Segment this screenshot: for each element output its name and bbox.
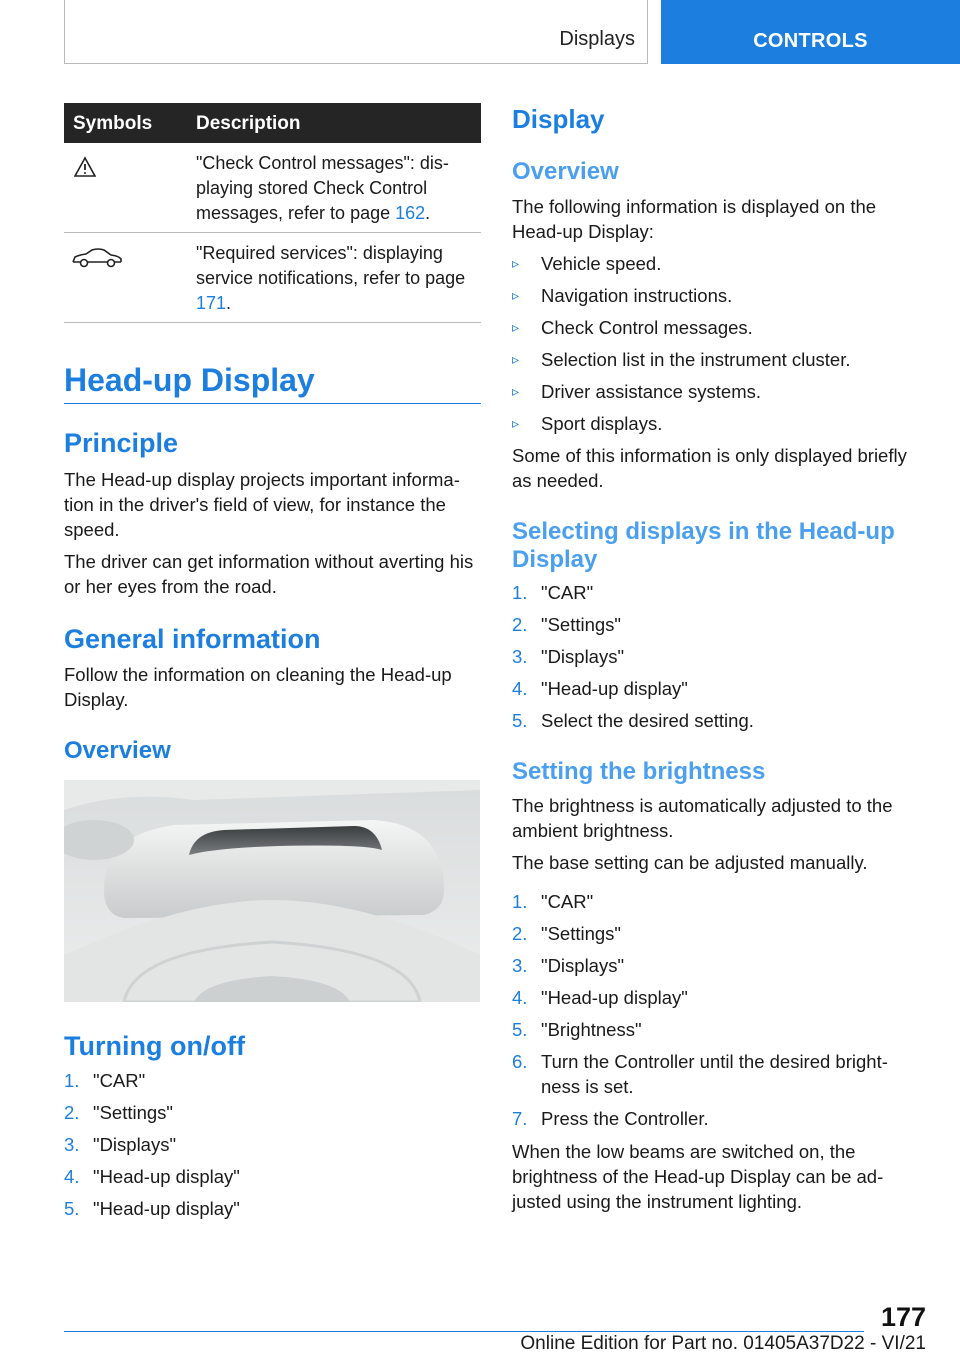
paragraph-brief: Some of this information is only displayed briefly as needed. xyxy=(512,445,907,491)
list-item: 7. Press the Controller. xyxy=(512,1108,709,1129)
footer-edition: Online Edition for Part no. 01405A37D22 - VI/21 xyxy=(520,1333,926,1354)
list-item: 5. Select the desired setting. xyxy=(512,710,754,731)
list-item: 4. "Head-up display" xyxy=(64,1166,240,1187)
list-item: 3. "Displays" xyxy=(512,646,625,667)
heading-setting-brightness: Setting the brightness xyxy=(512,758,766,785)
paragraph-principle-2: The driver can get information without averting his or her eyes from the road. xyxy=(64,551,474,597)
heading-overview-right: Overview xyxy=(512,158,619,185)
bullet-triangle-icon: ▹ xyxy=(512,287,520,303)
list-item: ▹ Sport displays. xyxy=(512,413,663,434)
display-info-list xyxy=(512,251,928,443)
bullet-triangle-icon: ▹ xyxy=(512,383,520,399)
paragraph-brightness-1: The brightness is automatically adjusted to the ambient brightness. xyxy=(512,795,893,841)
brightness-steps-list xyxy=(512,889,928,1138)
list-item: 3. "Displays" xyxy=(64,1134,177,1155)
paragraph-brightness-2: The base setting can be adjusted manually. xyxy=(512,852,868,873)
header-section-title: Displays xyxy=(559,28,635,50)
car-icon xyxy=(70,247,124,269)
table-row-description: "Required services": displaying service notifications, refer to page 171. xyxy=(196,243,466,313)
table-divider xyxy=(64,232,481,233)
list-item: 6. Turn the Controller until the desired bright‐ ness is set. xyxy=(512,1051,888,1097)
heading-overview-left: Overview xyxy=(64,737,171,764)
list-item: 2. "Settings" xyxy=(512,614,621,635)
heading-selecting-displays: Selecting displays in the Head-up Display xyxy=(512,518,895,573)
selecting-steps-list xyxy=(512,580,928,740)
list-item: ▹ Check Control messages. xyxy=(512,317,753,338)
heading-head-up-display: Head-up Display xyxy=(64,362,315,398)
header-chapter-label: CONTROLS xyxy=(753,30,868,52)
page-link-162[interactable]: 162 xyxy=(395,203,426,223)
list-item: 2. "Settings" xyxy=(64,1102,173,1123)
heading-underline xyxy=(64,403,481,404)
list-item: 5. "Head-up display" xyxy=(64,1198,240,1219)
heading-display: Display xyxy=(512,104,605,134)
list-item: ▹ Driver assistance systems. xyxy=(512,381,761,402)
symbols-table-header xyxy=(64,103,481,143)
list-item: 1. "CAR" xyxy=(512,891,594,912)
paragraph-low-beams: When the low beams are switched on, the brightness of the Head-up Display can be ad‐ justed using the instrument lighting. xyxy=(512,1141,884,1212)
warning-triangle-icon xyxy=(74,156,96,178)
turning-steps-list xyxy=(64,1068,480,1228)
footer-rule xyxy=(64,1331,864,1332)
paragraph-principle-1: The Head-up display projects important informa‐ tion in the driver's field of view, for instance the speed. xyxy=(64,469,460,540)
list-item: 4. "Head-up display" xyxy=(512,678,688,699)
heading-principle: Principle xyxy=(64,428,179,458)
header-chapter-tab[interactable] xyxy=(661,0,960,64)
page-link-171[interactable]: 171 xyxy=(196,293,227,313)
heading-turning-on-off: Turning on/off xyxy=(64,1031,245,1061)
list-item: 5. "Brightness" xyxy=(512,1019,642,1040)
paragraph-general-information: Follow the information on cleaning the Head-up Display. xyxy=(64,664,452,710)
head-up-display-photo xyxy=(64,780,480,1002)
list-item: ▹ Vehicle speed. xyxy=(512,253,662,274)
header-section-box xyxy=(64,0,648,64)
bullet-triangle-icon: ▹ xyxy=(512,351,520,367)
list-item: 1. "CAR" xyxy=(64,1070,146,1091)
list-item: 4. "Head-up display" xyxy=(512,987,688,1008)
col-description: Description xyxy=(196,113,301,134)
list-item: 3. "Displays" xyxy=(512,955,625,976)
table-bottom-rule xyxy=(64,322,481,323)
table-row-description: "Check Control messages": dis‐ playing stored Check Control messages, refer to page 162. xyxy=(196,153,449,223)
list-item: 1. "CAR" xyxy=(512,582,594,603)
col-symbols: Symbols xyxy=(73,113,153,134)
list-item: 2. "Settings" xyxy=(512,923,621,944)
bullet-triangle-icon: ▹ xyxy=(512,319,520,335)
bullet-triangle-icon: ▹ xyxy=(512,255,520,271)
list-item: ▹ Selection list in the instrument cluster. xyxy=(512,349,851,370)
bullet-triangle-icon: ▹ xyxy=(512,415,520,431)
paragraph-overview: The following information is displayed on the Head-up Display: xyxy=(512,196,877,242)
page-number: 177 xyxy=(880,1302,926,1332)
list-item: ▹ Navigation instructions. xyxy=(512,285,733,306)
heading-general-information: General information xyxy=(64,624,321,654)
